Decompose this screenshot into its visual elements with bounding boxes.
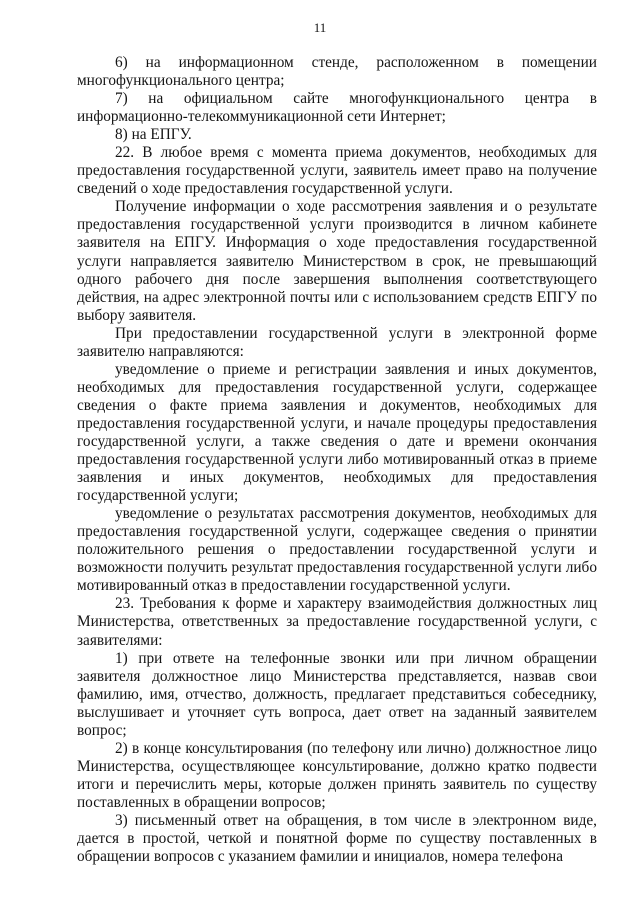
paragraph-notification-results: уведомление о результатах рассмотрения документов, необходимых для предоставления государственной услуги, содержащее сведения о принятии положительного решения о предоставлении государственной услуги и возможности получить результат предоставления государственной услуги либо мотивированный отказ в предоставлении государственной услуги. [77,505,597,595]
list-item-written-answer: 3) письменный ответ на обращения, в том числе в электронном виде, дается в простой, четкой и понятной форме по существу поставленных в обращении вопросов с указанием фамилии и инициалов, номера телефона [77,811,597,866]
paragraph-notifications-intro: При предоставлении государственной услуги в электронной форме заявителю направляются: [77,324,597,360]
paragraph-status-info: Получение информации о ходе рассмотрения заявления и о результате предоставления государственной услуги производится в личном кабинете заявителя на ЕПГУ. Информация о ходе предоставления государственной услуги направляется заявителю Министерством в срок, не превышающий одного рабочего дня после завершения выполнения соответствующего действия, на адрес электронной почты или с использованием средств ЕПГУ по выбору заявителя. [77,198,597,324]
document-body [77,54,597,866]
clause-23: 23. Требования к форме и характеру взаимодействия должностных лиц Министерства, ответственных за предоставление государственной услуги, с заявителями: [77,595,597,649]
page-number: 11 [313,20,327,35]
list-item-phone-answer: 1) при ответе на телефонные звонки или при личном обращении заявителя должностное лицо Министерства представляется, назвав свои фамилию, имя, отчество, должность, предлагает представиться собеседнику, выслушивает и уточняет суть вопроса, дает ответ на заданный заявителем вопрос; [77,649,597,739]
paragraph-notification-receipt: уведомление о приеме и регистрации заявления и иных документов, необходимых для предоставления государственной услуги, содержащее сведения о факте приема заявления и документов, необходимых для предоставления государственной услуги, и начале процедуры предоставления государственной услуги, а также сведения о дате и времени окончания предоставления государственной услуги либо мотивированный отказ в приеме заявления и иных документов, необходимых для предоставления государственной услуги; [77,360,597,505]
clause-22: 22. В любое время с момента приема документов, необходимых для предоставления государственной услуги, заявитель имеет право на получение сведений о ходе предоставления государственной услуги. [77,144,597,198]
list-item-7: 7) на официальном сайте многофункционального центра в информационно-телекоммуникационной сети Интернет; [77,90,597,126]
list-item-consultation-end: 2) в конце консультирования (по телефону или лично) должностное лицо Министерства, осуществляющее консультирование, должно кратко подвести итоги и перечислить меры, которые должен принять заявитель по существу поставленных в обращении вопросов; [77,739,597,811]
list-item-6: 6) на информационном стенде, расположенном в помещении многофункционального центра; [77,54,597,90]
list-item-8: 8) на ЕПГУ. [115,126,192,144]
